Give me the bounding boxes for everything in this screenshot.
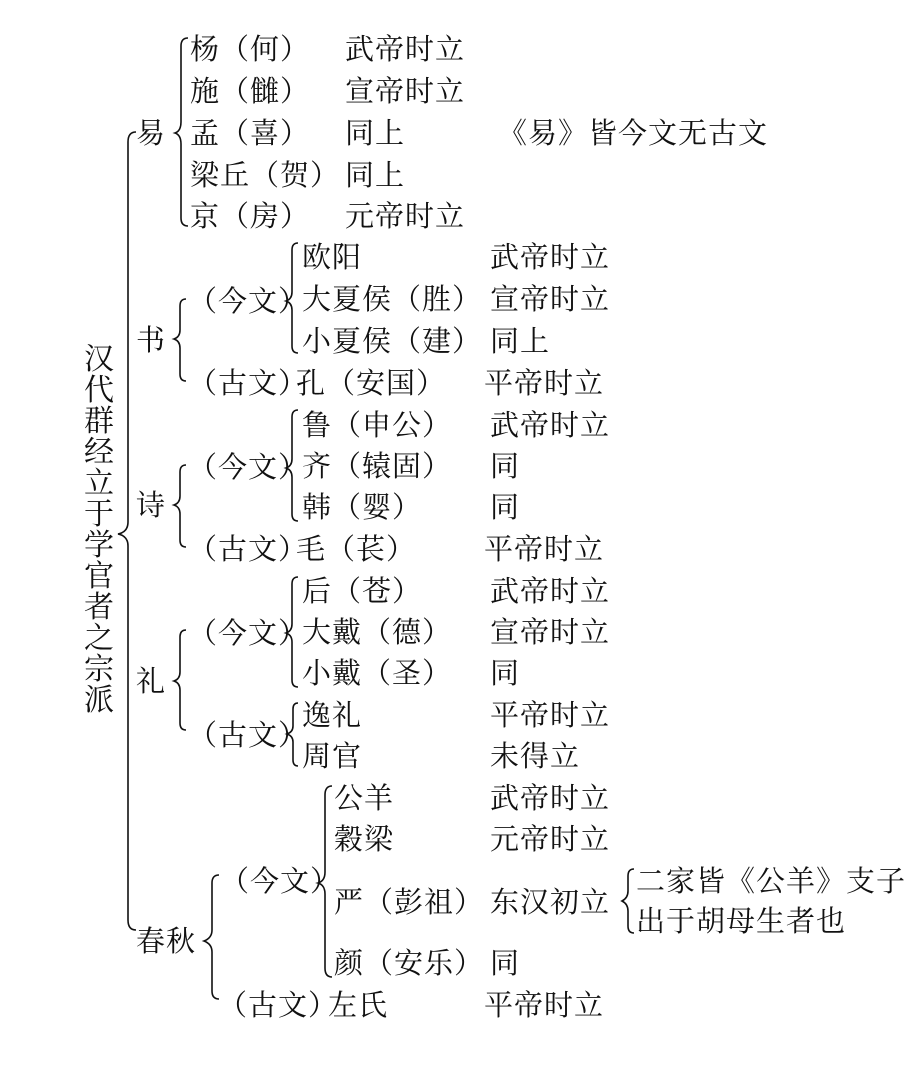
- classic-label-yi: 易: [136, 116, 167, 150]
- shi-guwen-label: （古文）: [188, 532, 309, 566]
- shi-jinwen-label: （今文）: [188, 450, 309, 484]
- shi-status: 同: [490, 490, 521, 524]
- chunqiu-status: 同: [490, 946, 521, 980]
- shu-status: 武帝时立: [490, 240, 611, 274]
- shu-name: 小夏侯（建）: [302, 324, 483, 358]
- shi-status: 同: [490, 449, 521, 483]
- chunqiu-guwen-name: 左氏: [328, 988, 389, 1022]
- yi-status: 元帝时立: [345, 199, 466, 233]
- shu-status: 宣帝时立: [490, 282, 611, 316]
- classic-label-shu: 书: [136, 323, 167, 357]
- chunqiu-guwen-status: 平帝时立: [484, 988, 605, 1022]
- title-char: 经: [84, 435, 114, 470]
- chunqiu-brace: [204, 875, 219, 999]
- shi-status: 武帝时立: [490, 408, 611, 442]
- classic-label-shi: 诗: [136, 488, 167, 522]
- yi-status: 宣帝时立: [345, 74, 466, 108]
- shu-status: 同上: [490, 324, 551, 358]
- li-guwen-label: （古文）: [188, 718, 309, 752]
- chunqiu-note: 二家皆《公羊》支子: [636, 864, 907, 898]
- yi-name: 京（房）: [190, 199, 311, 233]
- chunqiu-status: 东汉初立: [490, 885, 611, 919]
- li-guwen-status: 平帝时立: [490, 698, 611, 732]
- yi-status: 同上: [345, 158, 406, 192]
- chunqiu-status: 元帝时立: [490, 822, 611, 856]
- yi-name: 孟（喜）: [190, 116, 311, 150]
- chunqiu-name: 严（彭祖）: [334, 885, 485, 919]
- classic-label-li: 礼: [136, 664, 167, 698]
- li-brace: [174, 630, 186, 730]
- shi-name: 鲁（申公）: [302, 408, 453, 442]
- li-jinwen-label: （今文）: [188, 616, 309, 650]
- title-char: 者: [84, 590, 114, 625]
- li-guwen-status: 未得立: [490, 739, 581, 773]
- chunqiu-status: 武帝时立: [490, 781, 611, 815]
- shi-guwen-status: 平帝时立: [484, 532, 605, 566]
- chunqiu-name: 颜（安乐）: [334, 946, 485, 980]
- chunqiu-jinwen-label: （今文）: [220, 864, 341, 898]
- yi-note: 《易》皆今文无古文: [498, 116, 769, 150]
- li-status: 同: [490, 656, 521, 690]
- yi-brace: [175, 38, 188, 226]
- shu-guwen-status: 平帝时立: [484, 366, 605, 400]
- title-char: 之: [84, 621, 114, 656]
- title-char: 宗: [84, 652, 114, 687]
- shi-name: 齐（辕固）: [302, 449, 453, 483]
- diagram-title: [82, 344, 116, 716]
- title-char: 立: [84, 466, 114, 501]
- yi-name: 梁丘（贺）: [190, 158, 341, 192]
- yi-name: 施（雠）: [190, 74, 311, 108]
- chunqiu-guwen-label: （古文）: [218, 988, 339, 1022]
- title-char: 学: [84, 528, 114, 563]
- title-char: 汉: [84, 342, 114, 377]
- classic-label-chunqiu: 春秋: [136, 924, 197, 958]
- li-status: 宣帝时立: [490, 615, 611, 649]
- chunqiu-name: 公羊: [334, 781, 395, 815]
- title-char: 群: [84, 404, 114, 439]
- li-name: 大戴（德）: [302, 615, 453, 649]
- li-guwen-name: 周官: [302, 739, 363, 773]
- chunqiu-note: 出于胡母生者也: [636, 904, 847, 938]
- shi-guwen-name: 毛（苌）: [296, 532, 417, 566]
- chunqiu-note-brace: [622, 869, 634, 933]
- shu-name: 大夏侯（胜）: [302, 282, 483, 316]
- shi-brace: [174, 465, 186, 547]
- chunqiu-name: 穀梁: [334, 822, 395, 856]
- li-name: 小戴（圣）: [302, 656, 453, 690]
- yi-status: 武帝时立: [345, 32, 466, 66]
- shu-guwen-name: 孔（安国）: [296, 366, 447, 400]
- shu-guwen-label: （古文）: [188, 366, 309, 400]
- title-char: 派: [84, 683, 114, 718]
- title-char: 于: [84, 497, 114, 532]
- main-brace: [118, 132, 136, 930]
- li-name: 后（苍）: [302, 574, 423, 608]
- li-status: 武帝时立: [490, 574, 611, 608]
- title-char: 官: [84, 559, 114, 594]
- li-guwen-name: 逸礼: [302, 698, 363, 732]
- title-char: 代: [84, 373, 114, 408]
- yi-name: 杨（何）: [190, 32, 311, 66]
- shu-name: 欧阳: [302, 240, 363, 274]
- shu-jinwen-label: （今文）: [188, 284, 309, 318]
- shi-name: 韩（婴）: [302, 490, 423, 524]
- shu-brace: [174, 299, 186, 381]
- yi-status: 同上: [345, 116, 406, 150]
